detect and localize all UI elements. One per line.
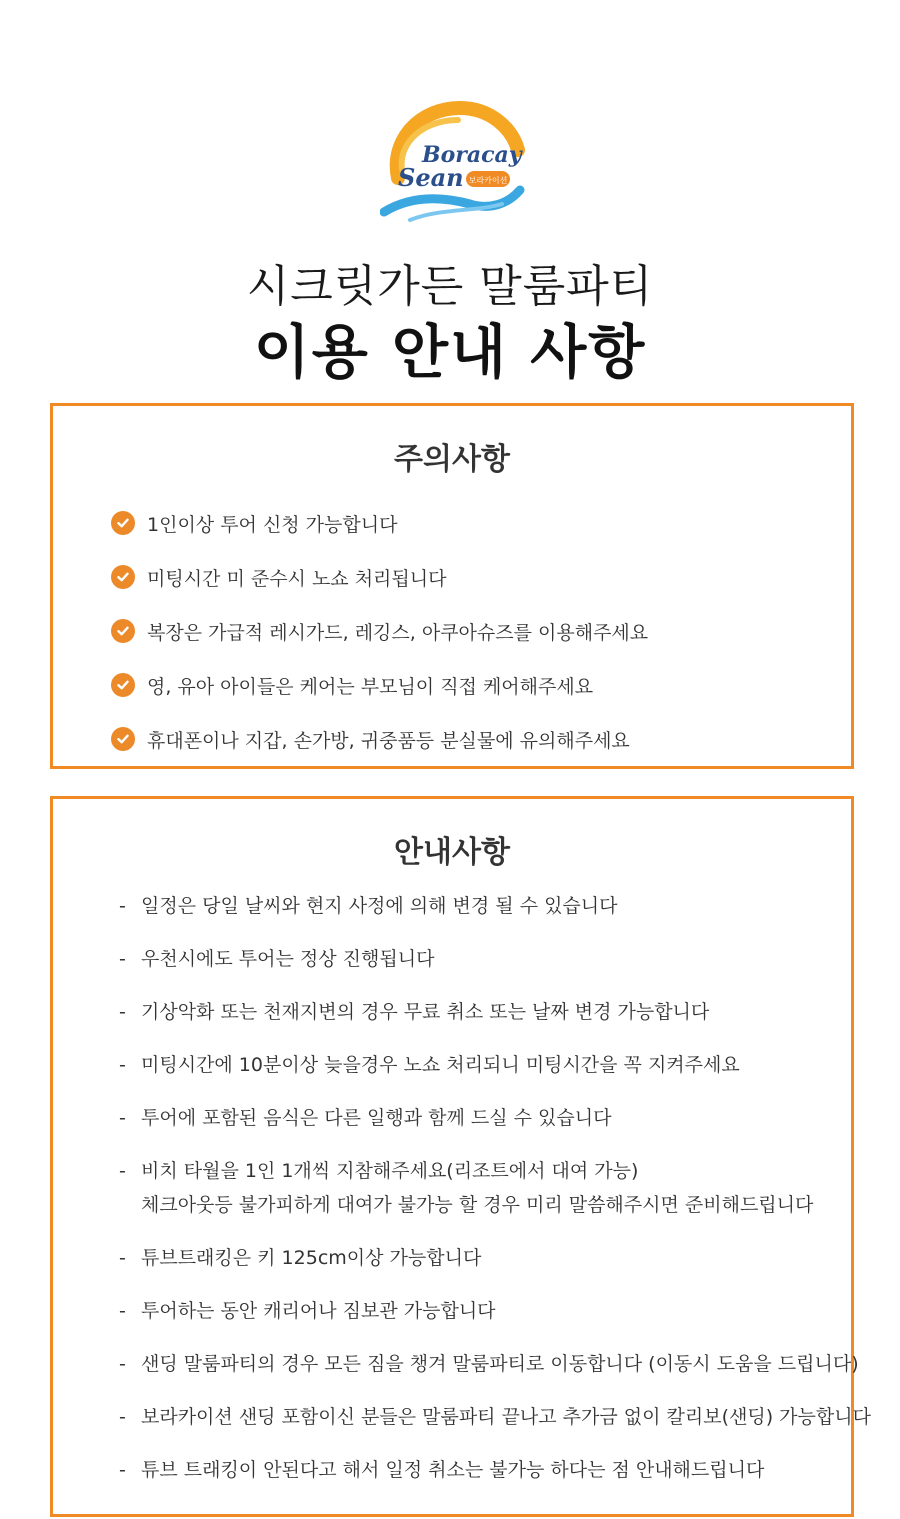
info-item-text: 기상악화 또는 천재지변의 경우 무료 취소 또는 날짜 변경 가능합니다 (141, 1001, 710, 1023)
info-title: 안내사항 (394, 835, 510, 870)
caution-item-text: 미팅시간 미 준수시 노쇼 처리됩니다 (147, 567, 447, 590)
dash-bullet: - (119, 1300, 126, 1322)
info-item (119, 1453, 871, 1487)
info-item-text: 일정은 당일 날씨와 현지 사정에 의해 변경 될 수 있습니다 (141, 895, 618, 917)
dash-bullet: - (119, 1054, 126, 1076)
caution-item-text: 영, 유아 아이들은 케어는 부모님이 직접 케어해주세요 (147, 675, 594, 698)
page-subtitle: 시크릿가든 말룸파티 (246, 261, 654, 312)
info-item (119, 889, 871, 923)
caution-section (50, 403, 854, 769)
dash-bullet: - (119, 1353, 126, 1375)
caution-item-text: 복장은 가급적 레시가드, 레깅스, 아쿠아슈즈를 이용해주세요 (147, 621, 649, 644)
info-item-text: 미팅시간에 10분이상 늦을경우 노쇼 처리되니 미팅시간을 꼭 지켜주세요 (141, 1054, 740, 1076)
info-item-text: 투어에 포함된 음식은 다른 일행과 함께 드실 수 있습니다 (141, 1107, 612, 1129)
info-item (119, 1101, 871, 1135)
info-item (119, 1400, 871, 1434)
dash-bullet: - (119, 1107, 126, 1129)
caution-title: 주의사항 (394, 442, 510, 477)
info-item-text: 우천시에도 투어는 정상 진행됩니다 (141, 948, 435, 970)
caution-list (111, 496, 648, 766)
info-list (119, 889, 871, 1506)
info-item-text: 튜브트래킹은 키 125cm이상 가능합니다 (141, 1247, 482, 1269)
dash-bullet: - (119, 1406, 126, 1428)
dash-bullet: - (119, 1001, 126, 1023)
info-item (119, 995, 871, 1029)
dash-bullet: - (119, 1160, 126, 1182)
info-item-line: 비치 타월을 1인 1개씩 지참해주세요(리조트에서 대여 가능) (141, 1160, 639, 1182)
caution-item-text: 1인이상 투어 신청 가능합니다 (147, 513, 398, 536)
caution-item (111, 496, 648, 550)
info-item-text: 샌딩 말룸파티의 경우 모든 짐을 챙겨 말룸파티로 이동합니다 (이동시 도움을 드립니다) (141, 1353, 859, 1375)
info-item (119, 942, 871, 976)
info-section (50, 796, 871, 1517)
info-item (119, 1294, 871, 1328)
check-icon (111, 673, 135, 697)
caution-item (111, 712, 648, 766)
dash-bullet: - (119, 1247, 126, 1269)
caution-item (111, 550, 648, 604)
check-icon (111, 565, 135, 589)
dash-bullet: - (119, 948, 126, 970)
info-item-line: 체크아웃등 불가피하게 대여가 불가능 할 경우 미리 말씀해주시면 준비해드립니다 (141, 1194, 814, 1216)
info-item-text-multiline (141, 1154, 813, 1222)
page-title: 이용 안내 사항 (253, 318, 647, 386)
caution-item (111, 604, 648, 658)
logo-line2: Sean (398, 163, 464, 192)
check-icon (111, 511, 135, 535)
info-item (119, 1048, 871, 1082)
check-icon (111, 727, 135, 751)
caution-item (111, 658, 648, 712)
dash-bullet: - (119, 1459, 126, 1481)
info-item-text: 튜브 트래킹이 안된다고 해서 일정 취소는 불가능 하다는 점 안내해드립니다 (141, 1459, 765, 1481)
info-item (119, 1154, 871, 1222)
boracay-sean-logo (380, 100, 525, 225)
info-item-text: 보라카이션 샌딩 포함이신 분들은 말룸파티 끝나고 추가금 없이 칼리보(샌딩) 가능합니다 (141, 1406, 871, 1428)
info-item-text: 투어하는 동안 캐리어나 짐보관 가능합니다 (141, 1300, 496, 1322)
info-item (119, 1347, 871, 1381)
logo-badge-text: 보라카이션 (468, 176, 508, 185)
check-icon (111, 619, 135, 643)
dash-bullet: - (119, 895, 126, 917)
caution-item-text: 휴대폰이나 지갑, 손가방, 귀중품등 분실물에 유의해주세요 (147, 729, 630, 752)
info-item (119, 1241, 871, 1275)
logo-line1: Boracay (422, 142, 522, 168)
